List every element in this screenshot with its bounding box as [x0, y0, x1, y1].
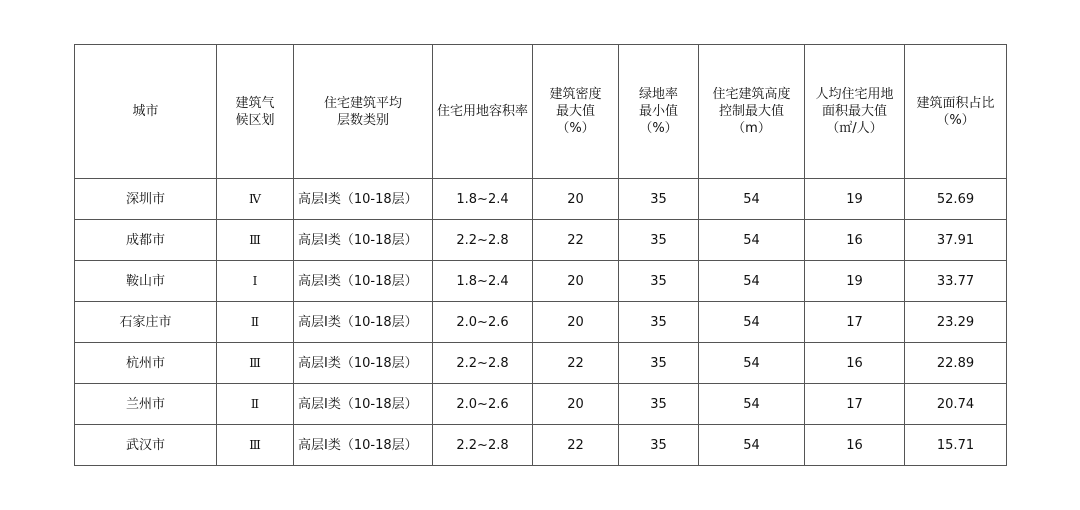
table-row — [75, 384, 1007, 425]
cell-city: 成都市 — [75, 220, 217, 261]
cell-green-ratio: 35 — [619, 261, 699, 302]
header-row — [75, 45, 1007, 179]
cell-climate-zone: Ⅲ — [217, 343, 294, 384]
cell-height-limit: 54 — [699, 343, 805, 384]
cell-city: 兰州市 — [75, 384, 217, 425]
cell-floor-area-share: 22.89 — [905, 343, 1007, 384]
cell-building-density: 22 — [533, 343, 619, 384]
cell-city: 武汉市 — [75, 425, 217, 466]
cell-green-ratio: 35 — [619, 425, 699, 466]
cell-height-limit: 54 — [699, 302, 805, 343]
cell-climate-zone: Ⅳ — [217, 179, 294, 220]
cell-climate-zone: Ⅱ — [217, 384, 294, 425]
cell-building-density: 22 — [533, 425, 619, 466]
cell-height-limit: 54 — [699, 384, 805, 425]
cell-floor-category: 高层Ⅰ类（10-18层） — [294, 261, 433, 302]
cell-floor-area-ratio: 2.0~2.6 — [433, 384, 533, 425]
cell-climate-zone: Ⅱ — [217, 302, 294, 343]
header-floor-area-share-label: 建筑面积占比 （%） — [916, 95, 995, 128]
residential-planning-table — [74, 44, 1007, 466]
table-body — [75, 179, 1007, 466]
table-row — [75, 343, 1007, 384]
cell-climate-zone: Ⅲ — [217, 220, 294, 261]
table-row — [75, 220, 1007, 261]
cell-green-ratio: 35 — [619, 179, 699, 220]
header-floor-area-ratio — [433, 45, 533, 179]
cell-floor-area-share: 23.29 — [905, 302, 1007, 343]
cell-height-limit: 54 — [699, 220, 805, 261]
cell-climate-zone: Ⅲ — [217, 425, 294, 466]
header-green-ratio-label: 绿地率 最小值 （%） — [638, 87, 678, 136]
cell-floor-area-share: 20.74 — [905, 384, 1007, 425]
table-row — [75, 179, 1007, 220]
cell-floor-area-ratio: 2.2~2.8 — [433, 220, 533, 261]
cell-land-per-capita: 16 — [805, 220, 905, 261]
header-climate-zone — [217, 45, 294, 179]
header-floor-category-label: 住宅建筑平均 层数类别 — [323, 95, 402, 128]
cell-land-per-capita: 16 — [805, 343, 905, 384]
cell-land-per-capita: 19 — [805, 179, 905, 220]
cell-green-ratio: 35 — [619, 220, 699, 261]
header-green-ratio — [619, 45, 699, 179]
header-building-density — [533, 45, 619, 179]
table-header — [75, 45, 1007, 179]
header-city-label: 城市 — [132, 104, 159, 119]
cell-land-per-capita: 17 — [805, 302, 905, 343]
cell-city: 鞍山市 — [75, 261, 217, 302]
cell-floor-area-ratio: 1.8~2.4 — [433, 261, 533, 302]
cell-building-density: 20 — [533, 384, 619, 425]
cell-land-per-capita: 19 — [805, 261, 905, 302]
cell-floor-area-share: 37.91 — [905, 220, 1007, 261]
cell-land-per-capita: 17 — [805, 384, 905, 425]
header-city — [75, 45, 217, 179]
cell-floor-category: 高层Ⅰ类（10-18层） — [294, 302, 433, 343]
data-table-container — [74, 44, 1006, 466]
cell-height-limit: 54 — [699, 261, 805, 302]
cell-green-ratio: 35 — [619, 343, 699, 384]
cell-city: 石家庄市 — [75, 302, 217, 343]
cell-floor-area-share: 33.77 — [905, 261, 1007, 302]
header-land-per-capita — [805, 45, 905, 179]
cell-floor-area-ratio: 2.0~2.6 — [433, 302, 533, 343]
header-floor-area-ratio-label: 住宅用地容积率 — [436, 104, 528, 119]
table-row — [75, 302, 1007, 343]
cell-floor-category: 高层Ⅰ类（10-18层） — [294, 179, 433, 220]
cell-floor-category: 高层Ⅰ类（10-18层） — [294, 220, 433, 261]
header-land-per-capita-label: 人均住宅用地 面积最大值 （㎡/人） — [815, 87, 894, 136]
cell-green-ratio: 35 — [619, 384, 699, 425]
cell-building-density: 22 — [533, 220, 619, 261]
cell-floor-category: 高层Ⅰ类（10-18层） — [294, 384, 433, 425]
cell-floor-category: 高层Ⅰ类（10-18层） — [294, 343, 433, 384]
cell-building-density: 20 — [533, 302, 619, 343]
cell-floor-area-ratio: 1.8~2.4 — [433, 179, 533, 220]
cell-floor-category: 高层Ⅰ类（10-18层） — [294, 425, 433, 466]
cell-height-limit: 54 — [699, 425, 805, 466]
header-building-density-label: 建筑密度 最大值 （%） — [549, 87, 602, 136]
cell-floor-area-ratio: 2.2~2.8 — [433, 343, 533, 384]
table-row — [75, 261, 1007, 302]
header-climate-zone-label: 建筑气 候区划 — [235, 95, 275, 128]
cell-city: 深圳市 — [75, 179, 217, 220]
header-height-limit — [699, 45, 805, 179]
cell-floor-area-share: 52.69 — [905, 179, 1007, 220]
cell-green-ratio: 35 — [619, 302, 699, 343]
table-row — [75, 425, 1007, 466]
cell-city: 杭州市 — [75, 343, 217, 384]
header-floor-area-share — [905, 45, 1007, 179]
cell-building-density: 20 — [533, 261, 619, 302]
cell-height-limit: 54 — [699, 179, 805, 220]
cell-floor-area-ratio: 2.2~2.8 — [433, 425, 533, 466]
header-floor-category — [294, 45, 433, 179]
cell-building-density: 20 — [533, 179, 619, 220]
cell-climate-zone: Ⅰ — [217, 261, 294, 302]
cell-land-per-capita: 16 — [805, 425, 905, 466]
header-height-limit-label: 住宅建筑高度 控制最大值 （m） — [712, 87, 791, 136]
cell-floor-area-share: 15.71 — [905, 425, 1007, 466]
